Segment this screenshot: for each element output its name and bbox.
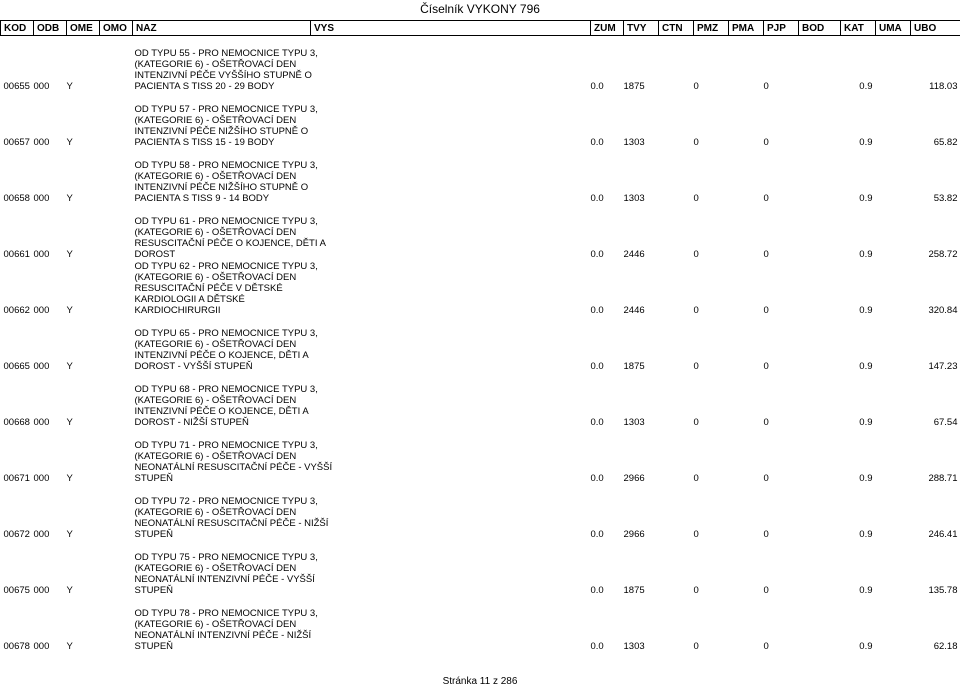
naz-line: KARDIOLOGII A DĚTSKÉ [134, 293, 245, 305]
cell-uma [876, 372, 911, 428]
cell-ubo: 135.78 [928, 584, 958, 596]
table-row [1, 372, 960, 428]
cell-kat: 0.9 [859, 640, 873, 652]
cell-ome: Y [66, 472, 73, 484]
column-header-odb: ODB [34, 21, 67, 36]
cell-kod: 00657 [3, 136, 30, 148]
cell-pmz: 0 [693, 192, 699, 204]
cell-tvy: 2966 [623, 528, 645, 540]
cell-odb: 000 [33, 416, 50, 428]
cell-naz [133, 428, 333, 484]
cell-naz [133, 316, 318, 372]
cell-kat: 0.9 [859, 304, 873, 316]
cell-vys [311, 92, 591, 148]
naz-line: PACIENTA S TISS 15 - 19 BODY [134, 136, 275, 148]
cell-naz [133, 148, 318, 204]
naz-line: OD TYPU 72 - PRO NEMOCNICE TYPU 3, [134, 495, 318, 507]
naz-line: OD TYPU 55 - PRO NEMOCNICE TYPU 3, [134, 47, 318, 59]
cell-uma [876, 204, 911, 260]
cell-tvy: 1303 [623, 136, 645, 148]
naz-line: OD TYPU 71 - PRO NEMOCNICE TYPU 3, [134, 439, 318, 451]
cell-pmz: 0 [693, 136, 699, 148]
cell-ctn [659, 596, 694, 652]
cell-omo [100, 148, 133, 204]
cell-vys [311, 204, 591, 260]
naz-line: OD TYPU 61 - PRO NEMOCNICE TYPU 3, [134, 215, 318, 227]
cell-vys [311, 260, 591, 316]
cell-ome: Y [66, 80, 73, 92]
cell-pmz: 0 [693, 80, 699, 92]
naz-line: KARDIOCHIRURGII [134, 304, 221, 316]
naz-line: NEONATÁLNÍ RESUSCITAČNÍ PÉČE - VYŠŠÍ [134, 461, 333, 473]
cell-vys [311, 36, 591, 92]
naz-line: DOROST - VYŠŠÍ STUPEŇ [134, 360, 253, 372]
cell-kod: 00678 [3, 640, 30, 652]
cell-uma [876, 484, 911, 540]
naz-line: (KATEGORIE 6) - OŠETŘOVACÍ DEN [134, 226, 297, 238]
cell-naz [133, 372, 318, 428]
naz-line: RESUSCITAČNÍ PÉČE O KOJENCE, DĚTI A [134, 237, 326, 249]
cell-ctn [659, 484, 694, 540]
cell-kod: 00675 [3, 584, 30, 596]
naz-line: OD TYPU 62 - PRO NEMOCNICE TYPU 3, [134, 260, 318, 272]
cell-uma [876, 260, 911, 316]
cell-ome: Y [66, 416, 73, 428]
cell-uma [876, 148, 911, 204]
cell-ome: Y [66, 528, 73, 540]
naz-line: (KATEGORIE 6) - OŠETŘOVACÍ DEN [134, 450, 297, 462]
cell-uma [876, 428, 911, 484]
column-header-kod: KOD [1, 21, 34, 36]
cell-omo [100, 316, 133, 372]
cell-odb: 000 [33, 584, 50, 596]
cell-bod [799, 372, 841, 428]
cell-pjp: 0 [763, 472, 769, 484]
cell-uma [876, 540, 911, 596]
cell-tvy: 1875 [623, 80, 645, 92]
cell-pjp: 0 [763, 304, 769, 316]
cell-pmz: 0 [693, 472, 699, 484]
column-header-bod: BOD [799, 21, 841, 36]
cell-pmz: 0 [693, 304, 699, 316]
cell-odb: 000 [33, 360, 50, 372]
naz-line: PACIENTA S TISS 20 - 29 BODY [134, 80, 275, 92]
cell-kat: 0.9 [859, 416, 873, 428]
cell-zum: 0.0 [590, 584, 604, 596]
cell-pjp: 0 [763, 192, 769, 204]
cell-zum: 0.0 [590, 248, 604, 260]
table-row [1, 92, 960, 148]
cell-bod [799, 260, 841, 316]
cell-naz [133, 484, 329, 540]
cell-pjp: 0 [763, 80, 769, 92]
cell-pmz: 0 [693, 640, 699, 652]
column-header-pma: PMA [729, 21, 764, 36]
naz-line: INTENZIVNÍ PÉČE O KOJENCE, DĚTI A [134, 405, 309, 417]
naz-line: (KATEGORIE 6) - OŠETŘOVACÍ DEN [134, 170, 297, 182]
cell-kod: 00671 [3, 472, 30, 484]
cell-omo [100, 428, 133, 484]
column-header-vys: VYS [311, 21, 591, 36]
cell-uma [876, 596, 911, 652]
naz-line: (KATEGORIE 6) - OŠETŘOVACÍ DEN [134, 618, 297, 630]
cell-naz [133, 260, 318, 316]
cell-kod: 00661 [3, 248, 30, 260]
naz-line: NEONATÁLNÍ INTENZIVNÍ PÉČE - VYŠŠÍ [134, 573, 315, 585]
naz-line: (KATEGORIE 6) - OŠETŘOVACÍ DEN [134, 271, 297, 283]
cell-vys [311, 596, 591, 652]
naz-line: NEONATÁLNÍ INTENZIVNÍ PÉČE - NIŽŠÍ [134, 629, 312, 641]
cell-bod [799, 204, 841, 260]
cell-bod [799, 596, 841, 652]
cell-zum: 0.0 [590, 304, 604, 316]
cell-bod [799, 36, 841, 92]
cell-kat: 0.9 [859, 192, 873, 204]
cell-ubo: 320.84 [928, 304, 958, 316]
naz-line: OD TYPU 57 - PRO NEMOCNICE TYPU 3, [134, 103, 318, 115]
cell-ubo: 258.72 [928, 248, 958, 260]
cell-odb: 000 [33, 136, 50, 148]
column-header-ctn: CTN [659, 21, 694, 36]
cell-pmz: 0 [693, 360, 699, 372]
cell-pma [729, 316, 764, 372]
cell-uma [876, 316, 911, 372]
cell-vys [311, 148, 591, 204]
naz-line: OD TYPU 58 - PRO NEMOCNICE TYPU 3, [134, 159, 318, 171]
naz-line: (KATEGORIE 6) - OŠETŘOVACÍ DEN [134, 338, 297, 350]
column-header-tvy: TVY [624, 21, 659, 36]
cell-kat: 0.9 [859, 584, 873, 596]
cell-zum: 0.0 [590, 192, 604, 204]
cell-kod: 00672 [3, 528, 30, 540]
column-header-naz: NAZ [133, 21, 311, 36]
cell-zum: 0.0 [590, 640, 604, 652]
cell-ctn [659, 204, 694, 260]
cell-pjp: 0 [763, 528, 769, 540]
header-row [1, 21, 960, 36]
cell-tvy: 2446 [623, 304, 645, 316]
cell-ome: Y [66, 248, 73, 260]
cell-ctn [659, 428, 694, 484]
cell-tvy: 1303 [623, 640, 645, 652]
cell-ctn [659, 540, 694, 596]
naz-line: (KATEGORIE 6) - OŠETŘOVACÍ DEN [134, 394, 297, 406]
column-header-omo: OMO [100, 21, 133, 36]
cell-zum: 0.0 [590, 80, 604, 92]
cell-ome: Y [66, 192, 73, 204]
cell-bod [799, 148, 841, 204]
cell-pmz: 0 [693, 584, 699, 596]
cell-vys [311, 484, 591, 540]
table-row [1, 428, 960, 484]
cell-ome: Y [66, 304, 73, 316]
cell-odb: 000 [33, 304, 50, 316]
cell-ome: Y [66, 584, 73, 596]
cell-pmz: 0 [693, 248, 699, 260]
cell-odb: 000 [33, 80, 50, 92]
naz-line: (KATEGORIE 6) - OŠETŘOVACÍ DEN [134, 58, 297, 70]
table-row [1, 484, 960, 540]
cell-vys [311, 372, 591, 428]
cell-kod: 00665 [3, 360, 30, 372]
cell-ctn [659, 36, 694, 92]
column-header-zum: ZUM [591, 21, 624, 36]
cell-pma [729, 428, 764, 484]
naz-line: INTENZIVNÍ PÉČE O KOJENCE, DĚTI A [134, 349, 309, 361]
naz-line: INTENZIVNÍ PÉČE NIŽŠÍHO STUPNĚ O [134, 181, 309, 193]
naz-line: OD TYPU 75 - PRO NEMOCNICE TYPU 3, [134, 551, 318, 563]
cell-pma [729, 36, 764, 92]
cell-ctn [659, 148, 694, 204]
cell-zum: 0.0 [590, 360, 604, 372]
cell-naz [133, 596, 318, 652]
cell-tvy: 1303 [623, 416, 645, 428]
cell-ctn [659, 92, 694, 148]
cell-pjp: 0 [763, 640, 769, 652]
cell-ctn [659, 372, 694, 428]
naz-line: (KATEGORIE 6) - OŠETŘOVACÍ DEN [134, 114, 297, 126]
naz-line: STUPEŇ [134, 528, 174, 540]
cell-ome: Y [66, 360, 73, 372]
cell-bod [799, 428, 841, 484]
cell-omo [100, 204, 133, 260]
cell-odb: 000 [33, 472, 50, 484]
cell-kod: 00655 [3, 80, 30, 92]
cell-naz [133, 36, 318, 92]
naz-line: OD TYPU 68 - PRO NEMOCNICE TYPU 3, [134, 383, 318, 395]
naz-line: NEONATÁLNÍ RESUSCITAČNÍ PÉČE - NIŽŠÍ [134, 517, 329, 529]
cell-pma [729, 92, 764, 148]
cell-pma [729, 484, 764, 540]
cell-omo [100, 484, 133, 540]
table-row [1, 316, 960, 372]
column-header-ome: OME [67, 21, 100, 36]
table-row [1, 596, 960, 652]
naz-line: (KATEGORIE 6) - OŠETŘOVACÍ DEN [134, 562, 297, 574]
cell-zum: 0.0 [590, 416, 604, 428]
cell-pma [729, 540, 764, 596]
cell-pma [729, 148, 764, 204]
cell-kod: 00662 [3, 304, 30, 316]
cell-ubo: 53.82 [933, 192, 958, 204]
cell-omo [100, 372, 133, 428]
cell-kat: 0.9 [859, 472, 873, 484]
cell-zum: 0.0 [590, 136, 604, 148]
cell-kat: 0.9 [859, 248, 873, 260]
cell-pmz: 0 [693, 528, 699, 540]
page-title: Číselník VYKONY 796 [420, 2, 540, 16]
cell-ctn [659, 260, 694, 316]
cell-odb: 000 [33, 248, 50, 260]
cell-ubo: 118.03 [929, 80, 958, 92]
naz-line: RESUSCITAČNÍ PÉČE V DĚTSKÉ [134, 282, 283, 294]
cell-ome: Y [66, 136, 73, 148]
cell-tvy: 2966 [623, 472, 645, 484]
cell-omo [100, 260, 133, 316]
cell-odb: 000 [33, 528, 50, 540]
cell-zum: 0.0 [590, 472, 604, 484]
naz-line: DOROST - NIŽŠÍ STUPEŇ [134, 416, 249, 428]
column-header-uma: UMA [876, 21, 911, 36]
table-row [1, 36, 960, 92]
cell-pma [729, 596, 764, 652]
cell-bod [799, 540, 841, 596]
column-header-kat: KAT [841, 21, 876, 36]
cell-ctn [659, 316, 694, 372]
cell-uma [876, 36, 911, 92]
naz-line: PACIENTA S TISS 9 - 14 BODY [134, 192, 270, 204]
naz-line: STUPEŇ [134, 472, 174, 484]
cell-kat: 0.9 [859, 360, 873, 372]
cell-omo [100, 92, 133, 148]
column-header-ubo: UBO [911, 21, 960, 36]
cell-tvy: 1875 [623, 360, 645, 372]
cell-naz [133, 540, 318, 596]
cell-odb: 000 [33, 640, 50, 652]
cell-kod: 00658 [3, 192, 30, 204]
cell-pma [729, 372, 764, 428]
cell-ubo: 65.82 [933, 136, 958, 148]
cell-omo [100, 540, 133, 596]
cell-ubo: 288.71 [928, 472, 958, 484]
cell-tvy: 1875 [623, 584, 645, 596]
cell-bod [799, 92, 841, 148]
table-row [1, 148, 960, 204]
cell-pma [729, 260, 764, 316]
cell-kat: 0.9 [859, 80, 873, 92]
vykony-table [0, 20, 960, 652]
naz-line: DOROST [134, 248, 176, 260]
cell-bod [799, 484, 841, 540]
table-row [1, 260, 960, 316]
cell-pjp: 0 [763, 136, 769, 148]
table-row [1, 540, 960, 596]
cell-naz [133, 92, 318, 148]
naz-line: STUPEŇ [134, 640, 174, 652]
cell-vys [311, 428, 591, 484]
cell-bod [799, 316, 841, 372]
column-header-pjp: PJP [764, 21, 799, 36]
cell-pjp: 0 [763, 248, 769, 260]
cell-omo [100, 596, 133, 652]
page-footer: Stránka 11 z 286 [442, 676, 518, 687]
column-header-pmz: PMZ [694, 21, 729, 36]
cell-vys [311, 540, 591, 596]
naz-line: (KATEGORIE 6) - OŠETŘOVACÍ DEN [134, 506, 297, 518]
naz-line: INTENZIVNÍ PÉČE VYŠŠÍHO STUPNĚ O [134, 69, 312, 81]
cell-ubo: 67.54 [933, 416, 958, 428]
cell-kod: 00668 [3, 416, 30, 428]
cell-ubo: 147.23 [928, 360, 958, 372]
cell-uma [876, 92, 911, 148]
cell-pjp: 0 [763, 360, 769, 372]
cell-tvy: 2446 [623, 248, 645, 260]
cell-ubo: 62.18 [933, 640, 958, 652]
naz-line: OD TYPU 78 - PRO NEMOCNICE TYPU 3, [134, 607, 318, 619]
table-row [1, 204, 960, 260]
cell-pma [729, 204, 764, 260]
cell-odb: 000 [33, 192, 50, 204]
cell-pjp: 0 [763, 416, 769, 428]
cell-pjp: 0 [763, 584, 769, 596]
cell-kat: 0.9 [859, 528, 873, 540]
cell-vys [311, 316, 591, 372]
cell-tvy: 1303 [623, 192, 645, 204]
cell-kat: 0.9 [859, 136, 873, 148]
naz-line: OD TYPU 65 - PRO NEMOCNICE TYPU 3, [134, 327, 318, 339]
cell-ubo: 246.41 [928, 528, 958, 540]
naz-line: STUPEŇ [134, 584, 174, 596]
cell-omo [100, 36, 133, 92]
cell-naz [133, 204, 326, 260]
cell-pmz: 0 [693, 416, 699, 428]
cell-ome: Y [66, 640, 73, 652]
naz-line: INTENZIVNÍ PÉČE NIŽŠÍHO STUPNĚ O [134, 125, 309, 137]
cell-zum: 0.0 [590, 528, 604, 540]
